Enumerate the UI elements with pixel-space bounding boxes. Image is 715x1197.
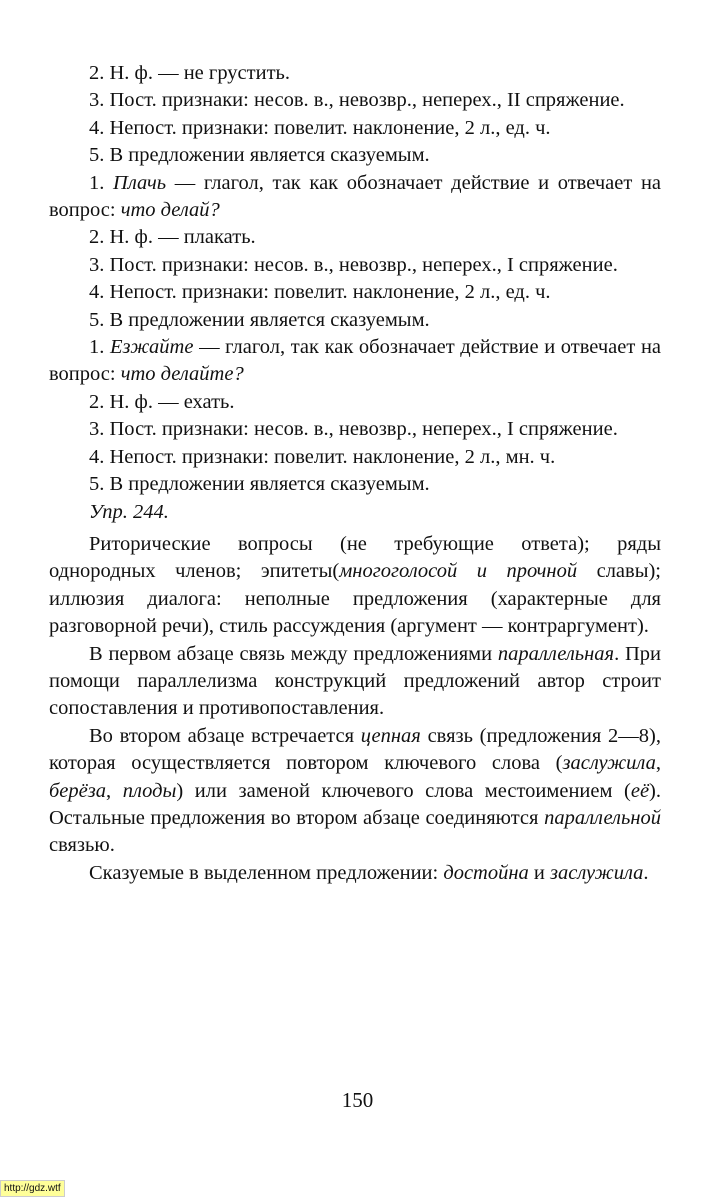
- text-fragment: ) или заменой ключевого слова местоимением (: [176, 779, 631, 802]
- text-line: 5. В предложении является сказуемым.: [89, 308, 430, 331]
- text-fragment: связью.: [49, 834, 115, 857]
- italic-word: прочной: [506, 560, 578, 583]
- exercise-paragraph: [49, 723, 661, 860]
- item-number: 1.: [89, 171, 114, 194]
- italic-word: заслужила: [550, 861, 644, 884]
- watermark-link[interactable]: http://gdz.wtf: [0, 1180, 65, 1197]
- italic-word: параллельной: [544, 806, 661, 829]
- text-fragment: связь (предложения 2—8), которая осуществляется повтором ключевого слова (: [49, 724, 662, 775]
- text-fragment: ,: [106, 779, 123, 802]
- text-fragment: Во втором абзаце встречается: [89, 724, 361, 747]
- page-number: 150: [341, 1088, 374, 1112]
- text-line: [49, 170, 661, 225]
- italic-word: параллельная: [497, 642, 615, 665]
- text-fragment: ). Остальные предложения во втором абзаце соединяются: [49, 779, 661, 829]
- italic-word: и: [457, 560, 507, 583]
- exercise-paragraph: [49, 641, 661, 723]
- text-fragment: славы); иллюзия диалога: неполные предложения (характерные для разговорной речи), стиль рассуждения (аргумент — контраргумент).: [49, 560, 661, 638]
- text-fragment: — глагол, так как обозначает действие и отвечает на вопрос:: [49, 171, 662, 222]
- italic-word: плоды: [122, 779, 177, 802]
- text-line: 4. Непост. признаки: повелит. наклонение, 2 л., мн. ч.: [89, 445, 556, 468]
- analyzed-word: Плачь: [113, 171, 167, 194]
- question-phrase: что делай?: [120, 199, 220, 222]
- text-line: 4. Непост. признаки: повелит. наклонение, 2 л., ед. ч.: [89, 116, 551, 139]
- italic-word: многоголосой: [339, 560, 458, 583]
- exercise-paragraph: [49, 531, 661, 641]
- text-fragment: и: [528, 861, 551, 884]
- text-line: 4. Непост. признаки: повелит. наклонение, 2 л., ед. ч.: [89, 281, 551, 304]
- text-fragment: . При помощи параллелизма конструкций предложений автор строит сопоставления и противопоставления.: [49, 642, 662, 720]
- text-line: 5. В предложении является сказуемым.: [89, 144, 430, 167]
- page-content: [49, 60, 661, 887]
- text-fragment: ,: [655, 752, 661, 775]
- text-fragment: Сказуемые в выделенном предложении:: [89, 861, 444, 884]
- item-number: 1.: [89, 336, 110, 359]
- italic-word: заслужила: [562, 752, 656, 775]
- text-line: 3. Пост. признаки: несов. в., невозвр., неперех., II спряжение.: [89, 89, 625, 112]
- text-line: 5. В предложении является сказуемым.: [89, 473, 430, 496]
- italic-word: её: [630, 779, 650, 802]
- exercise-heading: Упр. 244.: [89, 500, 169, 523]
- text-fragment: — глагол, так как обозначает действие и отвечает на вопрос:: [49, 336, 662, 386]
- text-line: 2. Н. ф. — ехать.: [89, 390, 235, 413]
- italic-word: берёза: [49, 779, 107, 802]
- italic-word: достойна: [443, 861, 529, 884]
- analyzed-word: Езжайте: [110, 336, 194, 359]
- exercise-paragraph: [49, 860, 661, 887]
- text-line: [49, 334, 661, 389]
- text-line: 3. Пост. признаки: несов. в., невозвр., неперех., I спряжение.: [89, 253, 618, 276]
- text-fragment: Риторические вопросы (не требующие ответа); ряды однородных членов; эпитеты(: [49, 532, 661, 583]
- text-line: 2. Н. ф. — не грустить.: [89, 62, 291, 84]
- text-fragment: .: [643, 861, 649, 884]
- text-fragment: В первом абзаце связь между предложениями: [89, 642, 498, 665]
- text-line: 2. Н. ф. — плакать.: [89, 226, 256, 249]
- italic-word: цепная: [360, 724, 421, 747]
- question-phrase: что делайте?: [120, 363, 244, 386]
- text-line: 3. Пост. признаки: несов. в., невозвр., неперех., I спряжение.: [89, 418, 618, 441]
